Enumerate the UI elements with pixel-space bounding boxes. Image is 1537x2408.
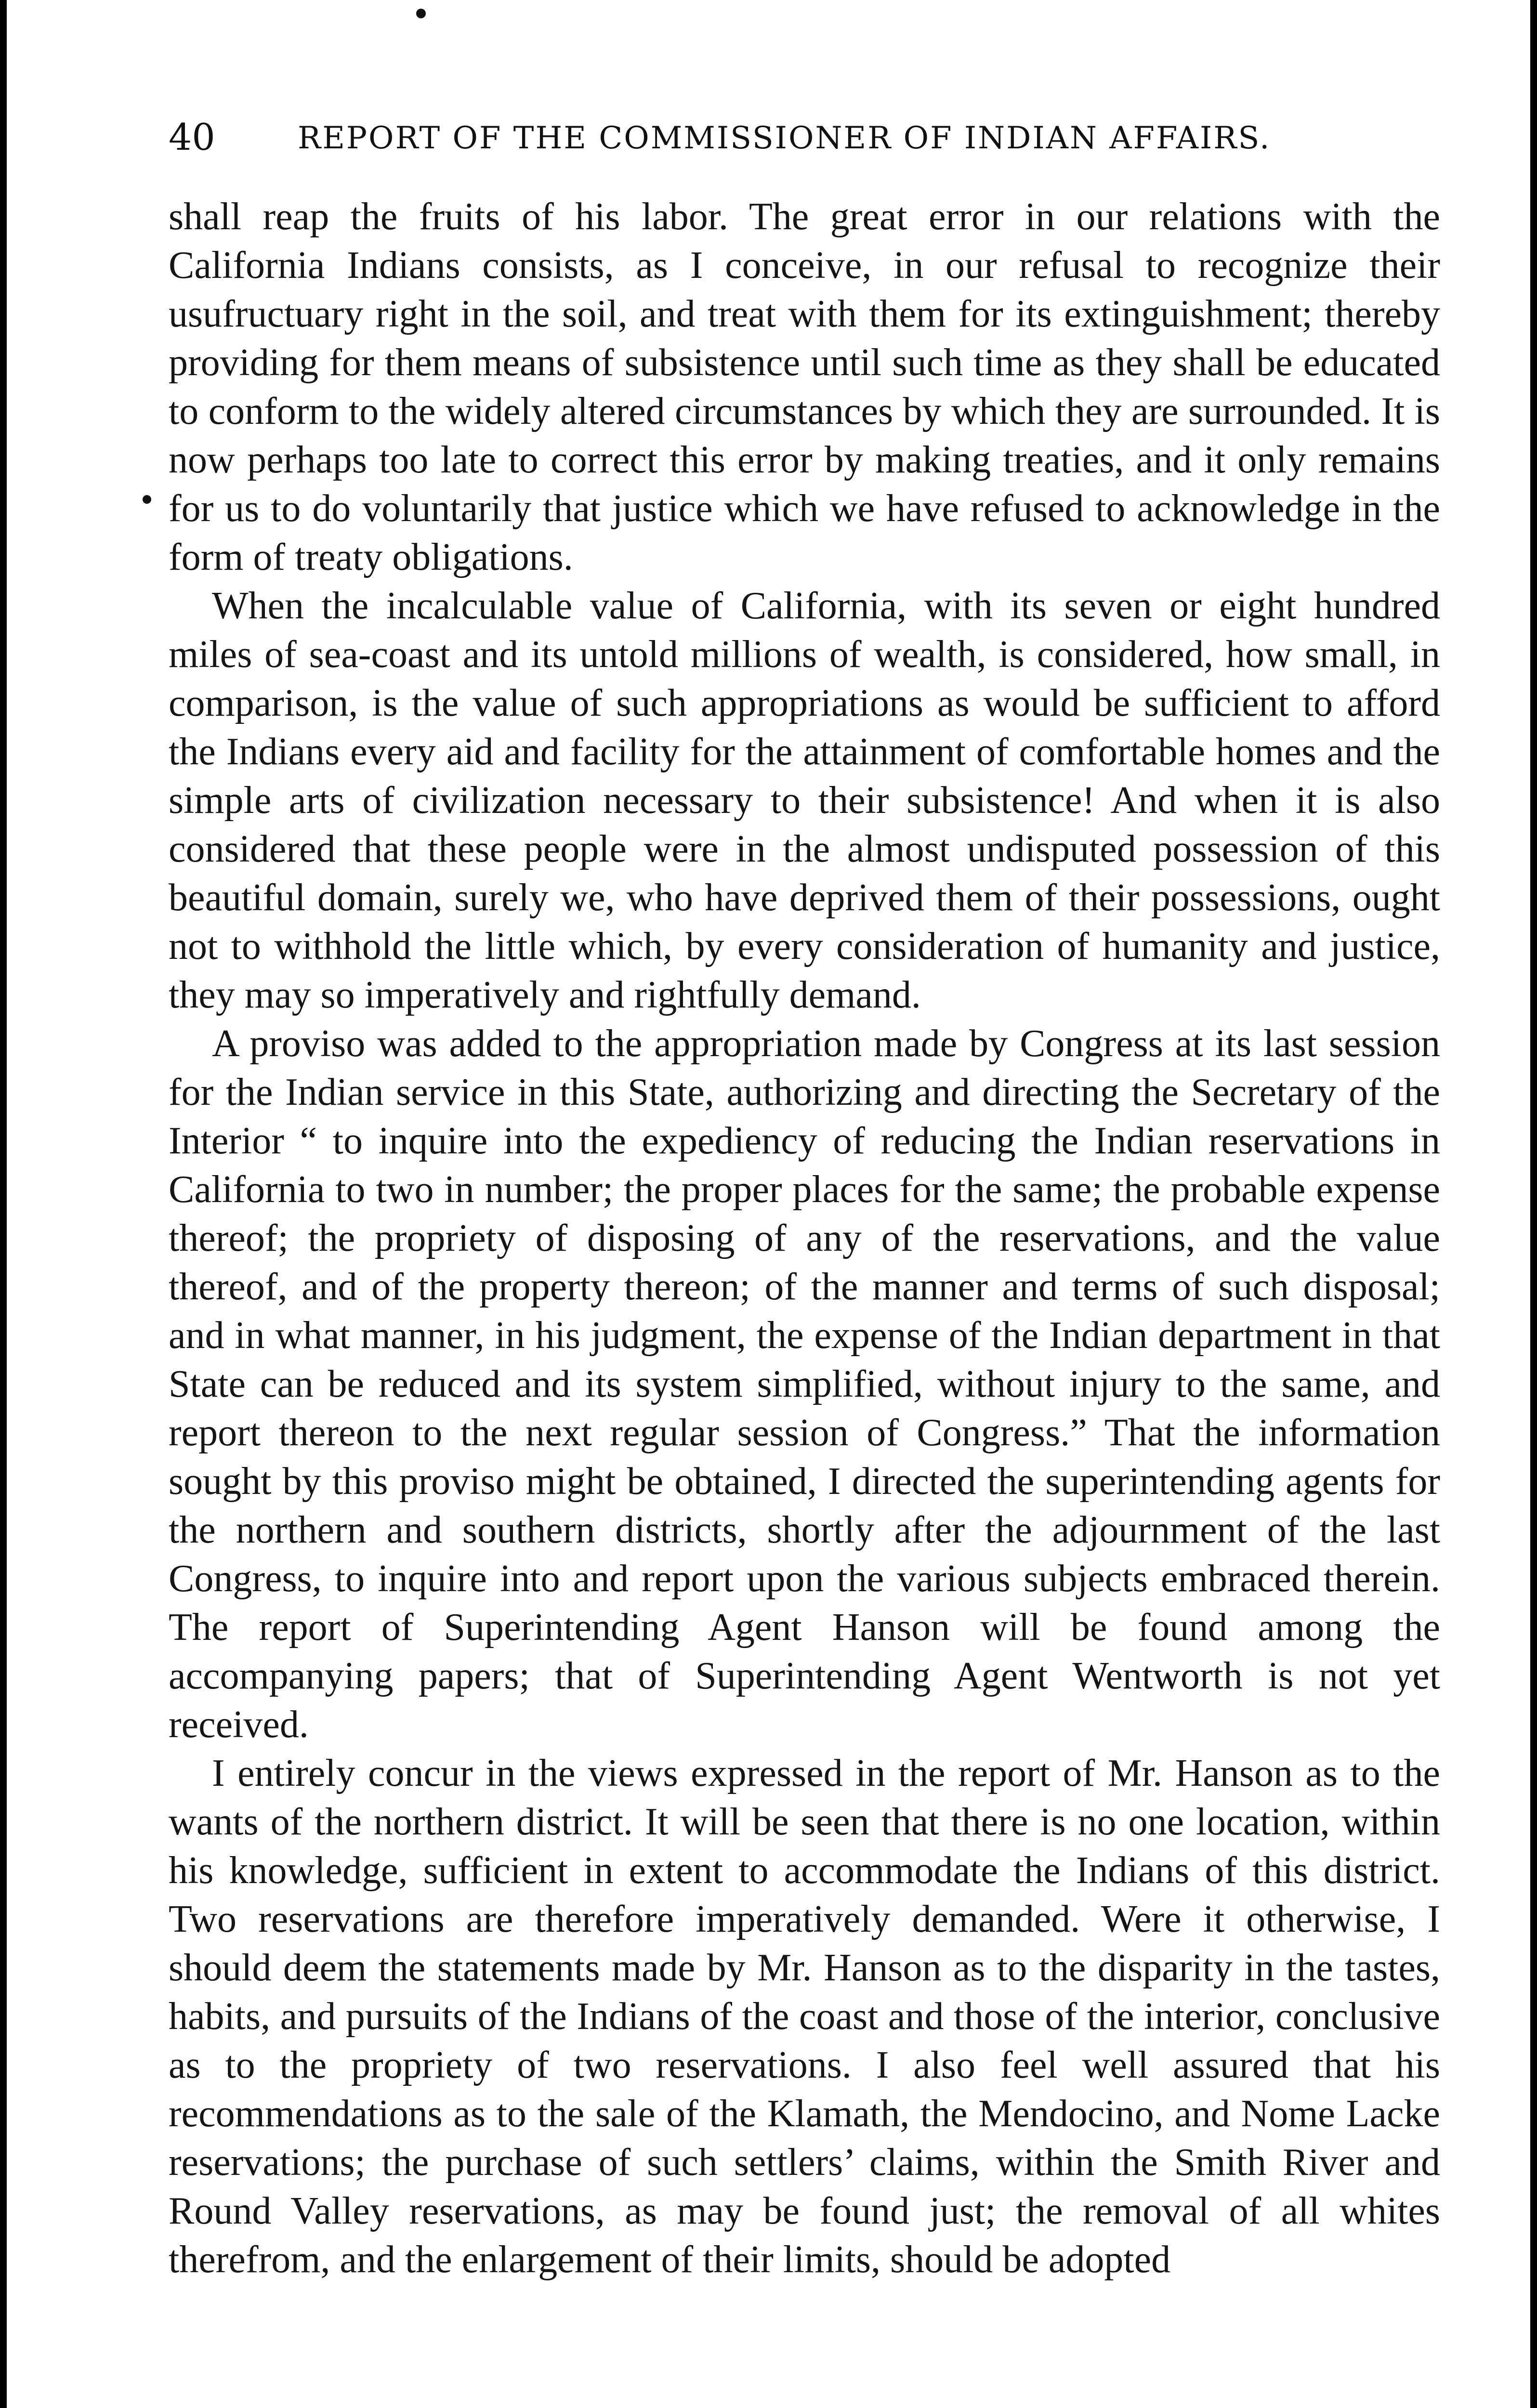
ink-dot-top <box>416 9 426 18</box>
paragraph-3: A proviso was added to the appropriation made by Congress at its last session for the Indian service in this State, authorizing and directing the Secretary of the Interior “ to inquire into the expediency of reducing the Indian reservations in California to two in number; the proper places for the same; the probable expense thereof; the propriety of disposing of any of the reservations, and the value thereof, and of the property thereon; of the manner and terms of such disposal; and in what manner, in his judgment, the expense of the Indian department in that State can be reduced and its system simplified, without injury to the same, and report thereon to the next regular session of Congress.” That the information sought by this proviso might be obtained, I directed the superintending agents for the northern and southern districts, shortly after the adjournment of the last Congress, to inquire into and report upon the various subjects embraced therein. The report of Superintending Agent Hanson will be found among the accompanying papers; that of Superintending Agent Wentworth is not yet received. <box>169 1022 1440 1746</box>
paragraph-2: When the incalculable value of California, with its seven or eight hundred miles of sea-coast and its untold millions of wealth, is considered, how small, in comparison, is the value of such appropriations as would be sufficient to afford the Indians every aid and facility for the attainment of comfortable homes and the simple arts of civilization necessary to their subsistence! And when it is also considered that these people were in the almost undisputed possession of this beautiful domain, surely we, who have deprived them of their possessions, ought not to withhold the little which, by every consideration of humanity and justice, they may so imperatively and rightfully demand. <box>169 585 1440 1016</box>
ink-dot-left-margin <box>143 495 151 504</box>
document-page <box>7 0 1530 2408</box>
running-title: REPORT OF THE COMMISSIONER OF INDIAN AFFAIRS. <box>298 120 1271 156</box>
paragraph-1: shall reap the fruits of his labor. The great error in our relations with the California Indians consists, as I conceive, in our refusal to recognize their usufructuary right in the soil, and treat with them for its extinguishment; thereby providing for them means of subsistence until such time as they shall be educated to conform to the widely altered circumstances by which they are surrounded. It is now perhaps too late to correct this error by making treaties, and it only remains for us to do voluntarily that justice which we have refused to acknowledge in the form of treaty obligations. <box>169 196 1440 578</box>
page-number: 40 <box>169 116 215 158</box>
paragraph-4: I entirely concur in the views expressed in the report of Mr. Hanson as to the wants of the northern district. It will be seen that there is no one location, within his knowledge, sufficient in extent to accommodate the Indians of this district. Two reservations are therefore imperatively demanded. Were it otherwise, I should deem the statements made by Mr. Hanson as to the disparity in the tastes, habits, and pursuits of the Indians of the coast and those of the interior, conclusive as to the propriety of two reservations. I also feel well assured that his recommendations as to the sale of the Klamath, the Mendocino, and Nome Lacke reservations; the purchase of such settlers’ claims, within the Smith River and Round Valley reservations, as may be found just; the removal of all whites therefrom, and the enlargement of their limits, should be adopted <box>169 1752 1440 2281</box>
page-header <box>169 108 1469 166</box>
body-text <box>169 193 1440 2284</box>
